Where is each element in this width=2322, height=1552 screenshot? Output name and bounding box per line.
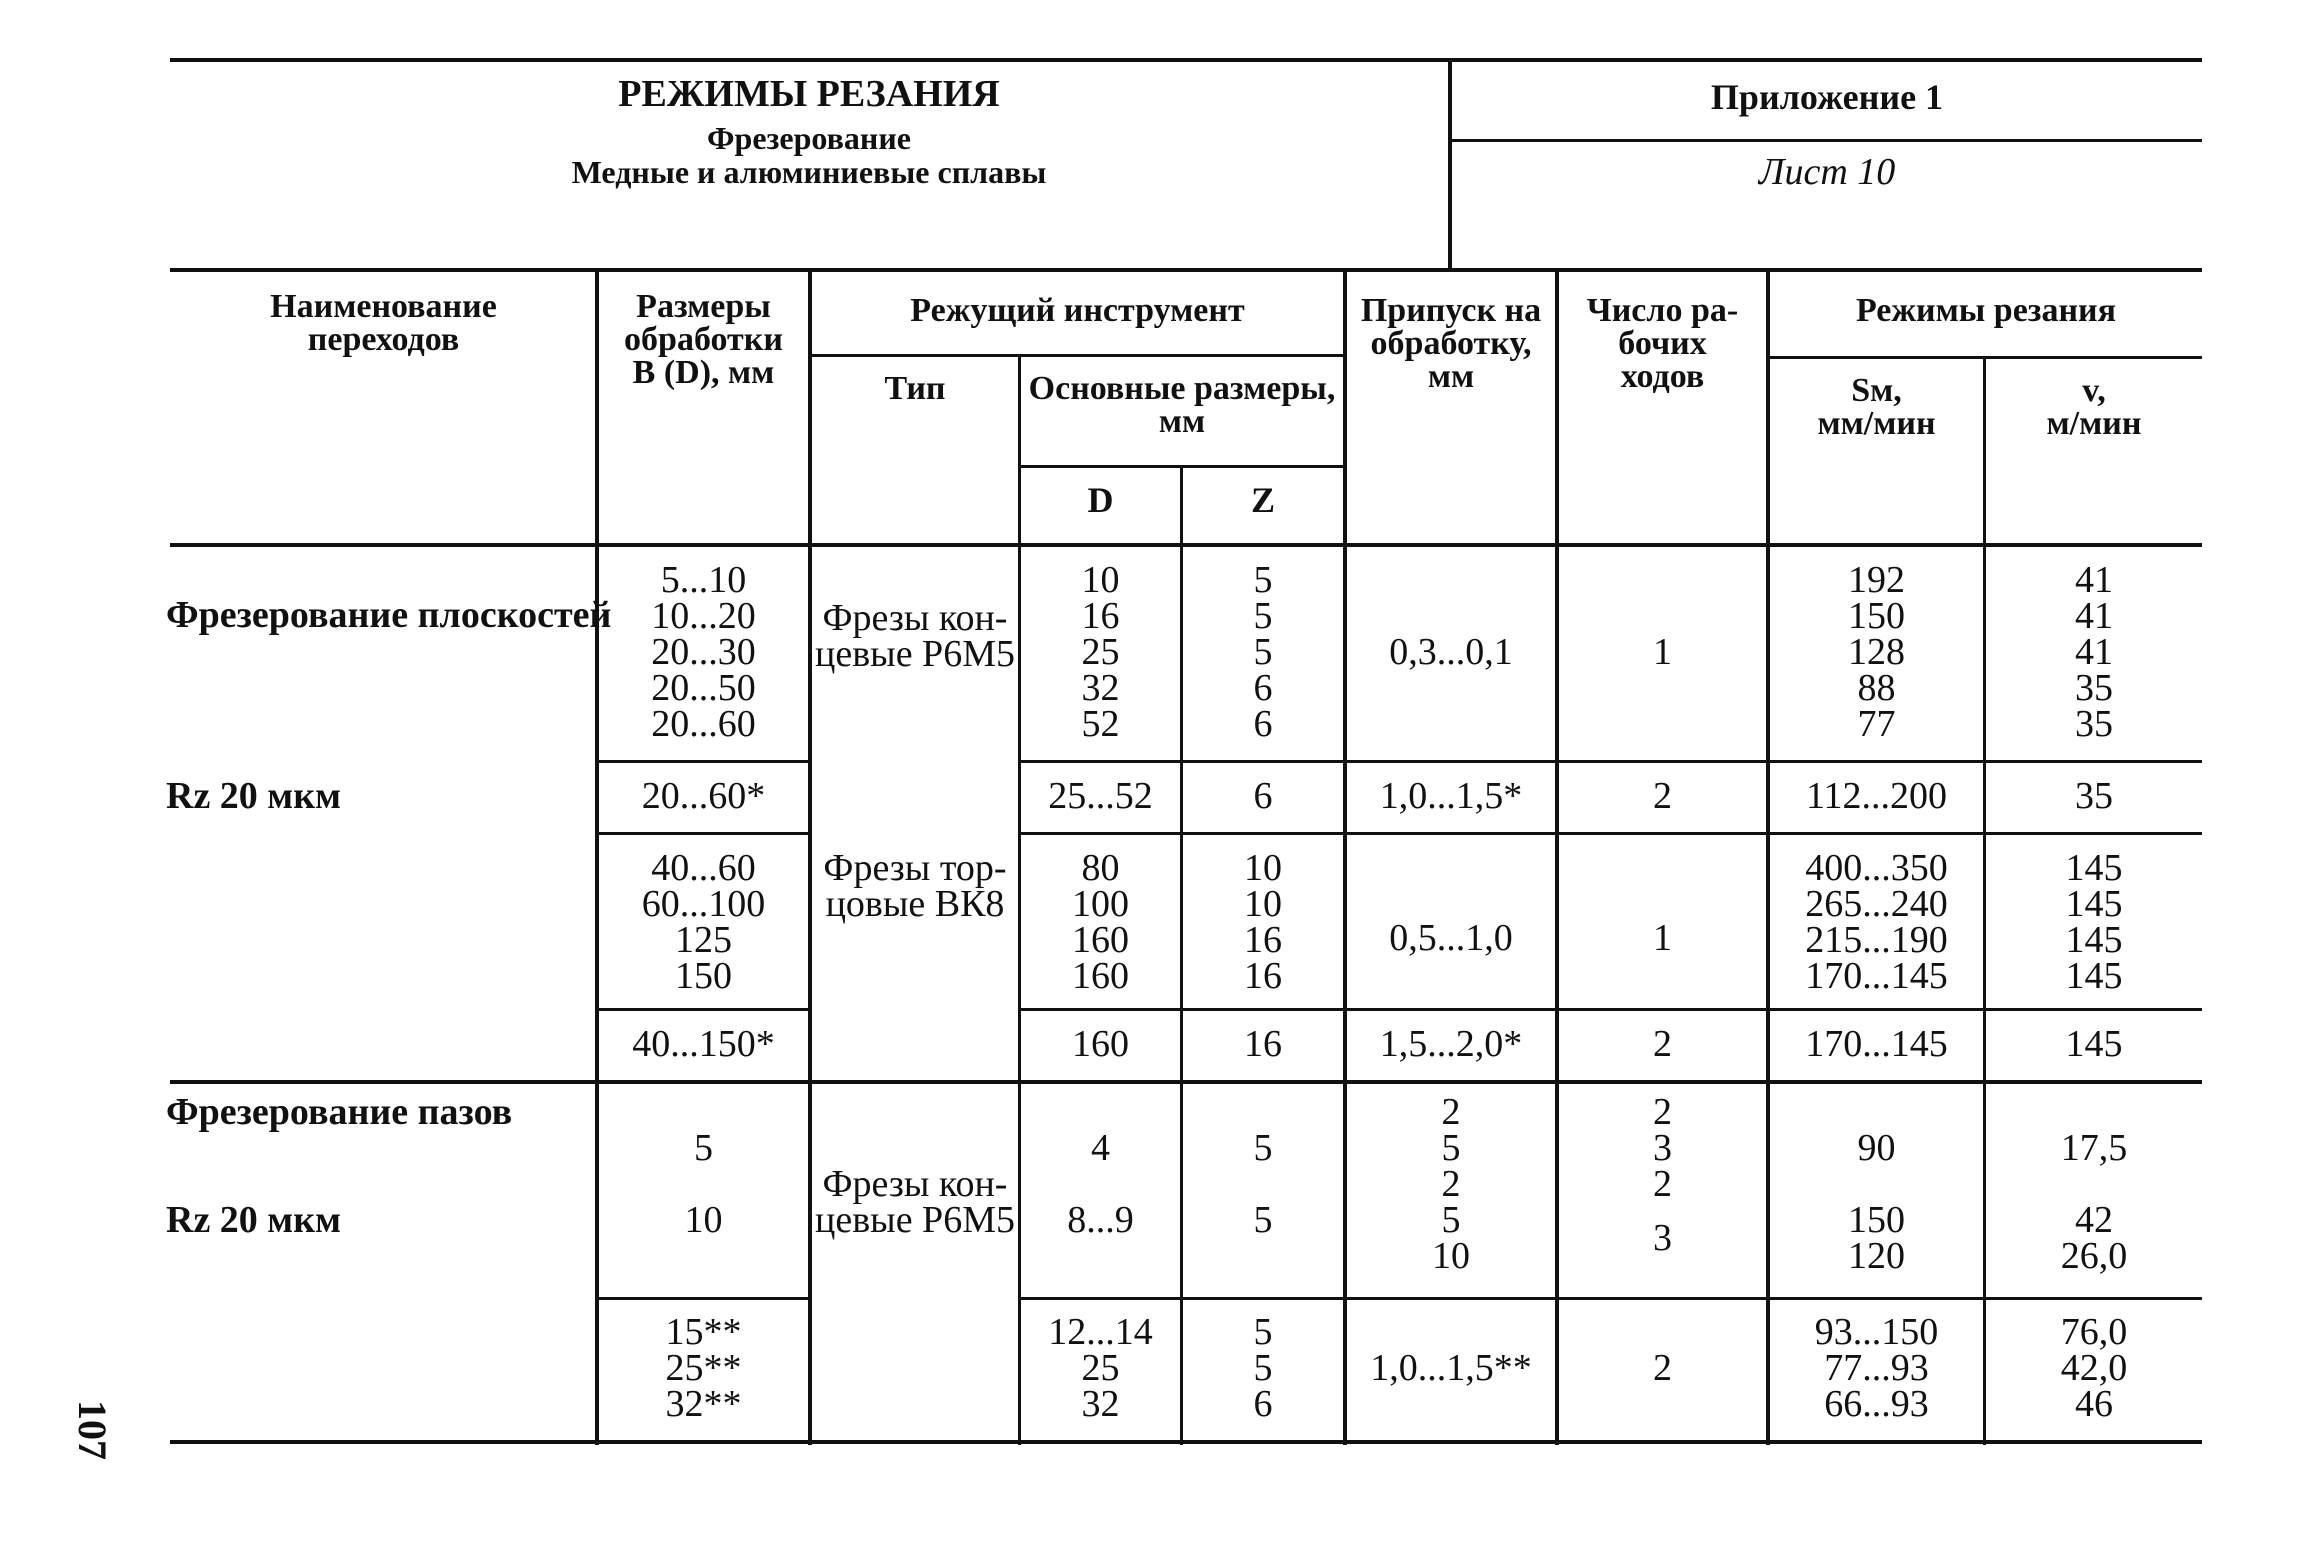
rule-table-top xyxy=(170,268,2202,272)
sheet-label: Лист 10 xyxy=(1758,151,1896,193)
row3-v: 145 145 145 145 xyxy=(2065,847,2123,997)
col-header-d: D xyxy=(1087,480,1114,520)
row1-v: 41 41 41 35 35 xyxy=(2075,559,2113,745)
row3-type: Фрезы тор- цовые ВК8 xyxy=(823,847,1007,925)
rule-row1-b xyxy=(1020,760,2202,763)
row3-d: 80 100 160 160 xyxy=(1072,847,1129,997)
row5-passes-2: 3 xyxy=(1653,1217,1672,1259)
row5-allowance: 2 5 2 5 10 xyxy=(1432,1091,1470,1277)
row3-size: 40...60 60...100 125 150 xyxy=(641,847,766,997)
rule-row5-b xyxy=(1020,1297,2202,1300)
row3-sm: 400...350 265...240 215...190 170...145 xyxy=(1805,847,1948,997)
row2-size: 20...60* xyxy=(641,775,766,817)
row5-size: 5 xyxy=(694,1127,713,1169)
row5-d-2: 8...9 xyxy=(1067,1199,1134,1241)
vrule-6 xyxy=(1555,270,1559,1445)
row2-z: 6 xyxy=(1253,775,1273,817)
rule-row2-a xyxy=(597,832,810,835)
row2-passes: 2 xyxy=(1653,775,1672,817)
rule-head-bottom xyxy=(170,543,2202,547)
row2-name: Rz 20 мкм xyxy=(166,775,341,817)
row5-sm-2: 150 120 xyxy=(1848,1199,1905,1277)
col-header-sm: Sм, мм/мин xyxy=(1817,372,1936,442)
row1-z: 5 5 5 6 6 xyxy=(1253,559,1273,745)
row4-allowance: 1,5...2,0* xyxy=(1379,1023,1523,1065)
row3-z: 10 10 16 16 xyxy=(1244,847,1282,997)
rule-row3-a xyxy=(597,1008,810,1011)
row6-sm: 93...150 77...93 66...93 xyxy=(1814,1311,1939,1425)
row5-type: Фрезы кон- цевые Р6М5 xyxy=(815,1163,1015,1241)
row5-sm: 90 xyxy=(1857,1127,1896,1169)
row5-name-2: Rz 20 мкм xyxy=(166,1199,341,1241)
rule-top xyxy=(170,58,2202,62)
rule-row5-a xyxy=(597,1297,810,1300)
row2-allowance: 1,0...1,5* xyxy=(1379,775,1523,817)
row2-sm: 112...200 xyxy=(1805,775,1948,817)
rule-row2-b xyxy=(1020,832,2202,835)
col-header-modes: Режимы резания xyxy=(1855,292,2117,329)
row4-sm: 170...145 xyxy=(1805,1023,1948,1065)
rule-table-bottom xyxy=(170,1440,2202,1444)
col-header-tool-type: Тип xyxy=(884,370,946,407)
row5-z: 5 xyxy=(1253,1127,1273,1169)
row1-name: Фрезерование плоскостей xyxy=(166,594,612,636)
row6-passes: 2 xyxy=(1653,1347,1672,1389)
rule-row3-b xyxy=(1020,1008,2202,1011)
row2-d: 25...52 xyxy=(1048,775,1153,817)
rule-group-divider xyxy=(170,1080,2202,1084)
row3-allowance: 0,5...1,0 xyxy=(1389,917,1513,959)
doc-subtitle-1: Фрезерование xyxy=(707,120,911,156)
row5-size-2: 10 xyxy=(684,1199,723,1241)
appendix-label: Приложение 1 xyxy=(1710,77,1944,117)
row1-type: Фрезы кон- цевые Р6М5 xyxy=(815,597,1015,675)
row6-d: 12...14 25 32 xyxy=(1048,1311,1153,1425)
rule-head-sub-tool xyxy=(810,354,1345,357)
doc-subtitle-2: Медные и алюминиевые сплавы xyxy=(571,154,1047,190)
row4-passes: 2 xyxy=(1653,1023,1672,1065)
row6-size: 15** 25** 32** xyxy=(665,1311,742,1425)
row1-d: 10 16 25 32 52 xyxy=(1081,559,1120,745)
row3-passes: 1 xyxy=(1653,917,1672,959)
row4-d: 160 xyxy=(1072,1023,1129,1065)
col-header-size: Размеры обработки B (D), мм xyxy=(624,288,783,391)
row5-passes: 2 3 2 xyxy=(1653,1091,1672,1205)
page-number: 107 xyxy=(70,1400,115,1460)
row6-z: 5 5 6 xyxy=(1253,1311,1273,1425)
row5-z-2: 5 xyxy=(1253,1199,1273,1241)
col-header-allowance: Припуск на обработку, мм xyxy=(1360,292,1542,395)
row1-passes: 1 xyxy=(1653,631,1672,673)
row5-v: 17,5 xyxy=(2060,1127,2128,1169)
row2-v: 35 xyxy=(2075,775,2113,817)
row5-v-2: 42 26,0 xyxy=(2060,1199,2128,1277)
col-header-name: Наименование переходов xyxy=(270,288,497,358)
row1-sm: 192 150 128 88 77 xyxy=(1848,559,1905,745)
row1-size: 5...10 10...20 20...30 20...50 20...60 xyxy=(651,559,756,745)
row6-allowance: 1,0...1,5** xyxy=(1370,1347,1532,1389)
rule-appendix-bottom xyxy=(1450,139,2202,142)
col-header-v: v, м/мин xyxy=(2046,372,2142,442)
rule-row1-a xyxy=(597,760,810,763)
row5-d: 4 xyxy=(1091,1127,1110,1169)
row4-v: 145 xyxy=(2065,1023,2123,1065)
row4-z: 16 xyxy=(1244,1023,1282,1065)
row6-v: 76,0 42,0 46 xyxy=(2060,1311,2128,1425)
row1-allowance: 0,3...0,1 xyxy=(1389,631,1513,673)
col-header-z: Z xyxy=(1250,480,1275,520)
row4-size: 40...150* xyxy=(632,1023,775,1065)
col-header-tool-dims: Основные размеры, мм xyxy=(1028,370,1336,440)
row5-name: Фрезерование пазов xyxy=(166,1091,513,1133)
col-header-tool: Режущий инструмент xyxy=(910,292,1245,329)
col-header-passes: Число ра- бочих ходов xyxy=(1586,292,1739,395)
doc-title: РЕЖИМЫ РЕЗАНИЯ xyxy=(618,73,1000,115)
